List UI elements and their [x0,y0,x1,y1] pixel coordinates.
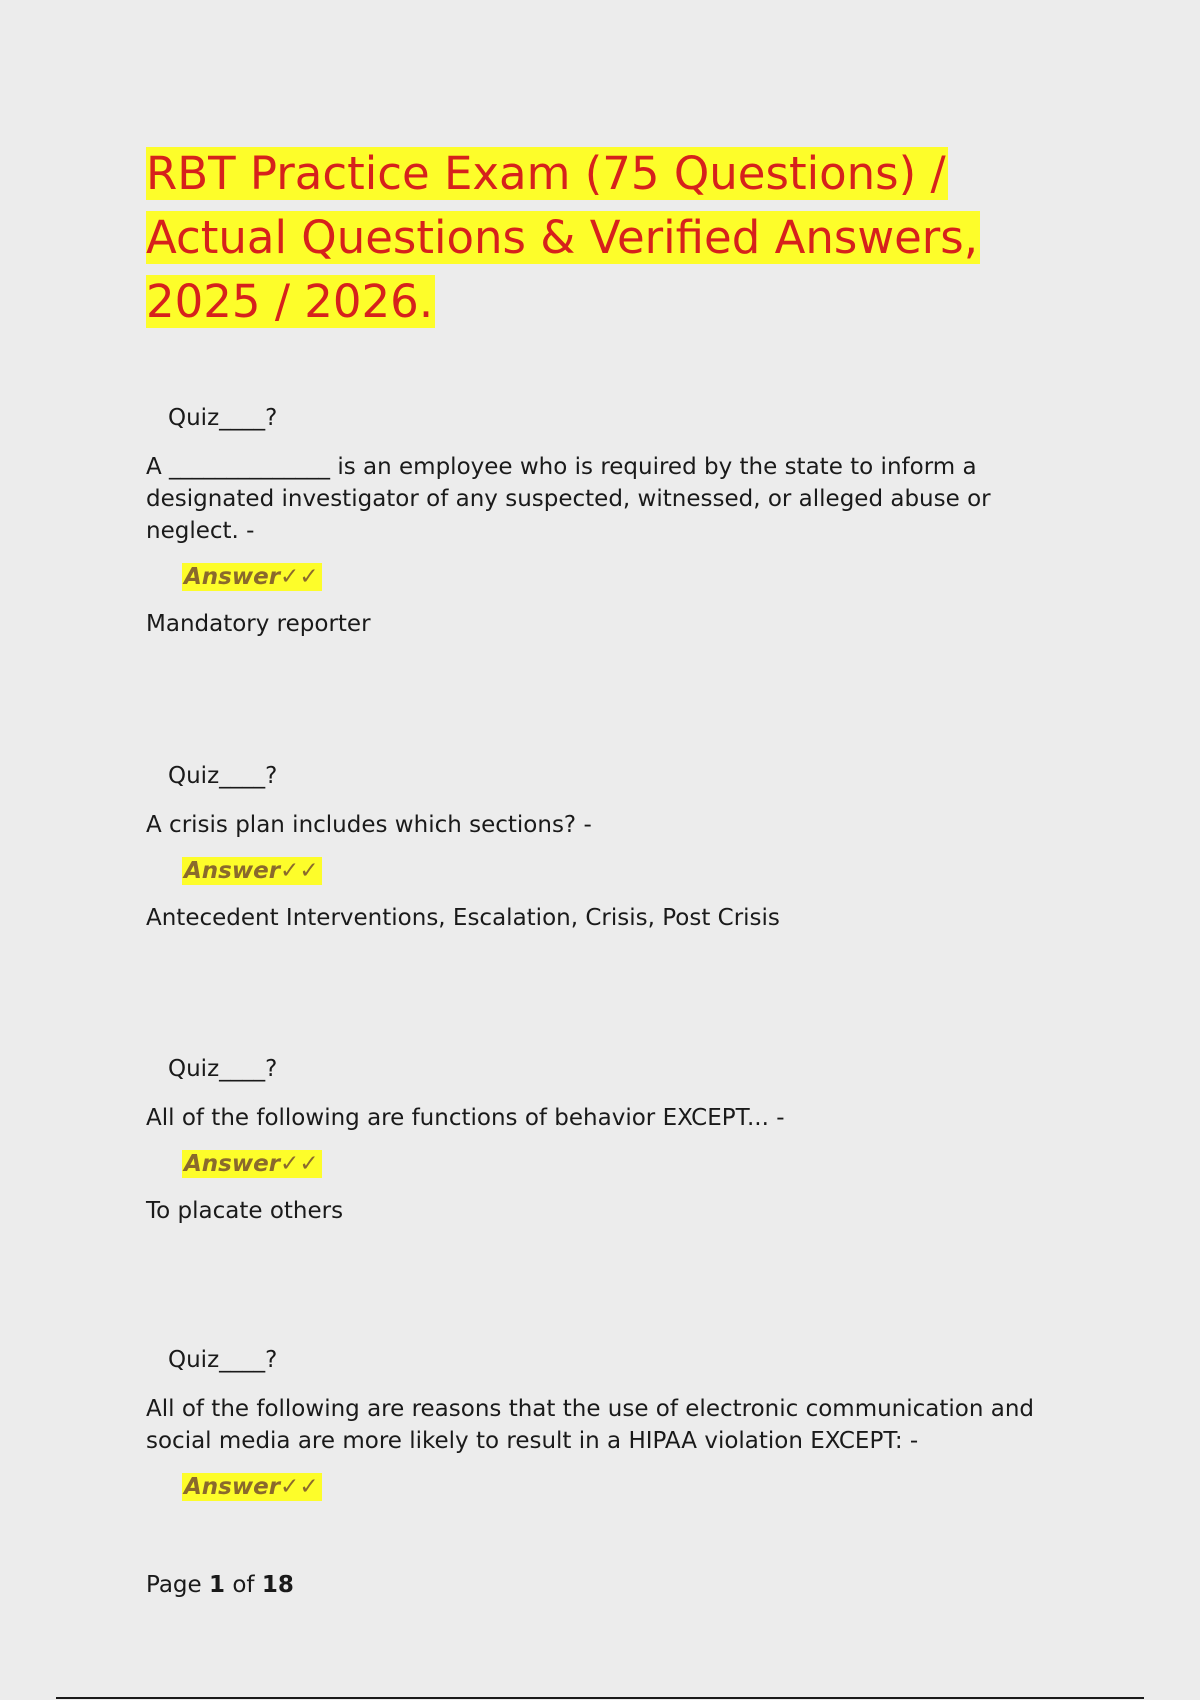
document-title [146,142,1066,334]
question-block-4 [146,1345,1066,1519]
title-line-1: RBT Practice Exam (75 Questions) / [146,147,946,200]
question-text: All of the following are functions of behavior EXCEPT... - [146,1105,785,1131]
question-text: A ______________ is an employee who is required by the state to inform a designated investigator of any suspected, witnessed, or alleged abuse or neglect. - [146,454,991,544]
quiz-label: Quiz____? [168,1056,278,1082]
question-text: All of the following are reasons that the use of electronic communication and social media are more likely to result in a HIPAA violation EXCEPT: - [146,1396,1035,1454]
page-current: 1 [209,1572,226,1598]
answer-label: Answer✓✓ [182,857,322,885]
answer-text: Antecedent Interventions, Escalation, Crisis, Post Crisis [146,905,780,931]
quiz-label: Quiz____? [168,1347,278,1373]
title-line-2: Actual Questions & Verified Answers, [146,211,979,264]
quiz-label: Quiz____? [168,763,278,789]
question-text: A crisis plan includes which sections? - [146,812,592,838]
answer-label: Answer✓✓ [182,1473,322,1501]
page-word: Page [146,1572,202,1598]
answer-label: Answer✓✓ [182,1150,322,1178]
page-number [146,1570,294,1600]
question-block-3 [146,1054,1066,1226]
quiz-label: Quiz____? [168,405,278,431]
footer-divider [56,1697,1144,1699]
page-total: 18 [261,1572,294,1598]
answer-label: Answer✓✓ [182,563,322,591]
answer-text: To placate others [146,1198,344,1224]
answer-text: Mandatory reporter [146,611,371,637]
question-block-2 [146,761,1066,933]
question-block-1 [146,403,1066,639]
of-word: of [232,1572,255,1598]
title-line-3: 2025 / 2026. [146,275,434,328]
